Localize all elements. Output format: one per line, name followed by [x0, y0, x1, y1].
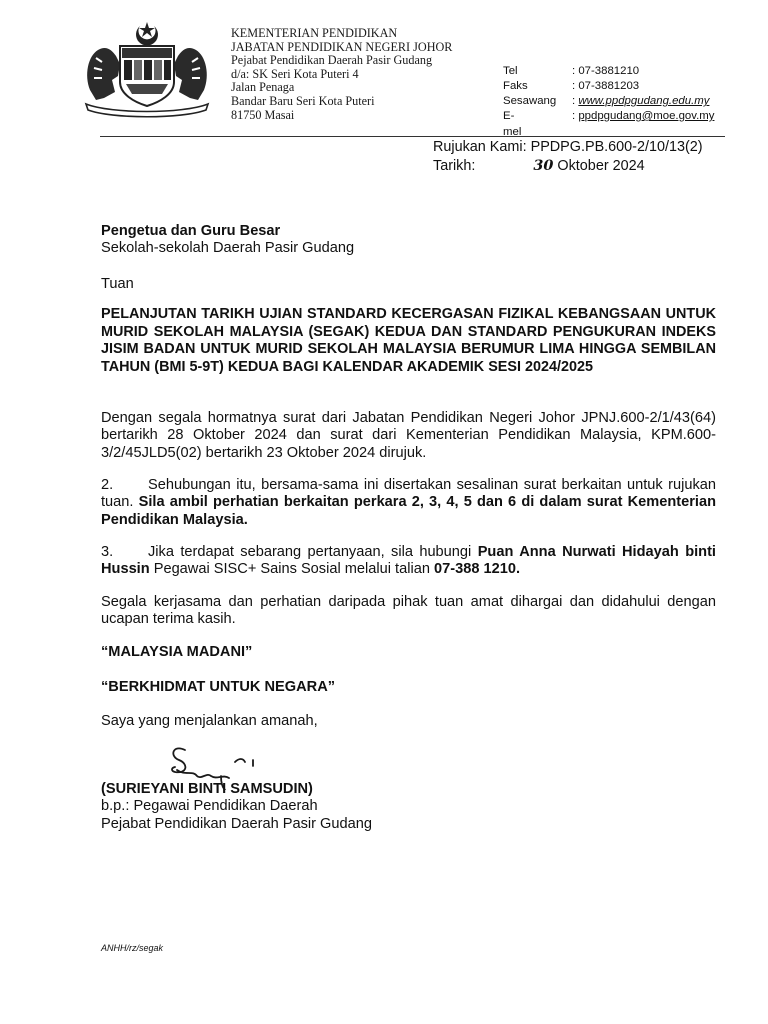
contact-phone: 07-388 1210. — [434, 561, 521, 578]
contact-label: Tel — [503, 65, 518, 77]
date-day: 30 — [533, 157, 554, 174]
reference-label: Rujukan Kami: — [433, 139, 527, 155]
paragraph-text: Pegawai SISC+ Sains Sosial melalui talian — [153, 561, 430, 578]
recipient-block — [101, 223, 354, 258]
malaysia-crest-logo — [82, 20, 212, 118]
paragraph-4: Segala kerjasama dan perhatian daripada pihak tuan amat dihargai dan didahului dengan ucapan terima kasih. — [101, 594, 716, 628]
letterhead-address — [231, 27, 452, 122]
contact-person-name: Puan Anna Nurwati Hidayah binti Hussin — [101, 544, 716, 578]
paragraph-3 — [101, 544, 716, 579]
contact-prefix: : — [572, 110, 579, 122]
letterhead-line: KEMENTERIAN PENDIDIKAN — [231, 26, 398, 40]
letterhead-contacts — [503, 63, 733, 138]
date-line — [433, 157, 645, 175]
contact-value-wrap — [572, 108, 714, 124]
website-link[interactable]: www.ppdpgudang.edu.my — [578, 95, 710, 107]
signatory-block — [101, 781, 372, 833]
motto-2: “BERKHIDMAT UNTUK NEGARA” — [101, 679, 336, 695]
paragraph-emphasis: Sila ambil perhatian berkaitan perkara 2, 3, 4, 5 dan 6 di dalam surat Kementerian Pendidikan Malaysia. — [101, 494, 716, 528]
letterhead-line: JABATAN PENDIDIKAN NEGERI JOHOR — [231, 39, 453, 54]
reference-line — [433, 139, 703, 156]
letterhead-line: Pejabat Pendidikan Daerah Pasir Gudang — [231, 53, 433, 68]
paragraph-1: Dengan segala hormatnya surat dari Jabatan Pendidikan Negeri Johor JPNJ.600-2/1/43(64) bertarikh 28 Oktober 2024 dan surat dari Kementerian Pendidikan Malaysia, KPM.600-3/2/45JLD5(02) bertarikh 23 Oktober 2024 dirujuk. — [101, 410, 716, 461]
reference-code-footer: ANHH/rz/segak — [101, 943, 164, 953]
paragraph-number: 2. — [101, 477, 114, 493]
date-month-year: Oktober 2024 — [557, 158, 645, 174]
contact-value-wrap — [572, 93, 709, 109]
paragraph-text: Sehubungan itu, bersama-sama ini disertakan sesalinan surat berkaitan untuk rujukan tuan. — [101, 477, 716, 511]
letterhead-line: 81750 Masai — [231, 107, 295, 122]
paragraph-2 — [101, 477, 716, 529]
motto-1: “MALAYSIA MADANI” — [101, 644, 253, 660]
letterhead-line: d/a: SK Seri Kota Puteri 4 — [231, 66, 359, 81]
signatory-name: (SURIEYANI BINTI SAMSUDIN) — [101, 781, 313, 797]
signatory-position: b.p.: Pegawai Pendidikan Daerah — [101, 798, 318, 815]
paragraph-text: Jika terdapat sebarang pertanyaan, sila hubungi — [148, 544, 472, 560]
contact-value: : 07-3881203 — [572, 80, 640, 92]
recipient-title: Pengetua dan Guru Besar — [101, 223, 281, 239]
contact-value: : 07-3881210 — [572, 65, 640, 77]
email-link[interactable]: ppdpgudang@moe.gov.my — [578, 110, 715, 122]
recipient-org: Sekolah-sekolah Daerah Pasir Gudang — [101, 240, 355, 257]
contact-label: E-mel — [503, 110, 522, 138]
date-label: Tarikh: — [433, 158, 476, 174]
paragraph-number: 3. — [101, 544, 114, 560]
letterhead-line: Bandar Baru Seri Kota Puteri — [231, 93, 375, 108]
reference-value: PPDPG.PB.600-2/10/13(2) — [530, 139, 703, 155]
letter-subject: PELANJUTAN TARIKH UJIAN STANDARD KECERGASAN FIZIKAL KEBANGSAAN UNTUK MURID SEKOLAH MALAYSIA (SEGAK) KEDUA DAN STANDARD PENGUKURAN INDEKS JISIM BADAN UNTUK MURID SEKOLAH MALAYSIA BERUMUR LIMA HINGGA SEMBILAN TAHUN (BMI 5-9T) KEDUA BAGI KALENDAR AKADEMIK SESI 2024/2025 — [101, 306, 716, 375]
letterhead-line: Jalan Penaga — [231, 80, 295, 95]
closing-line: Saya yang menjalankan amanah, — [101, 713, 318, 729]
contact-label: Faks — [503, 80, 528, 92]
signatory-office: Pejabat Pendidikan Daerah Pasir Gudang — [101, 815, 372, 832]
contact-prefix: : — [572, 95, 579, 107]
header-divider — [100, 136, 725, 137]
salutation: Tuan — [101, 276, 134, 292]
contact-label: Sesawang — [503, 95, 557, 107]
